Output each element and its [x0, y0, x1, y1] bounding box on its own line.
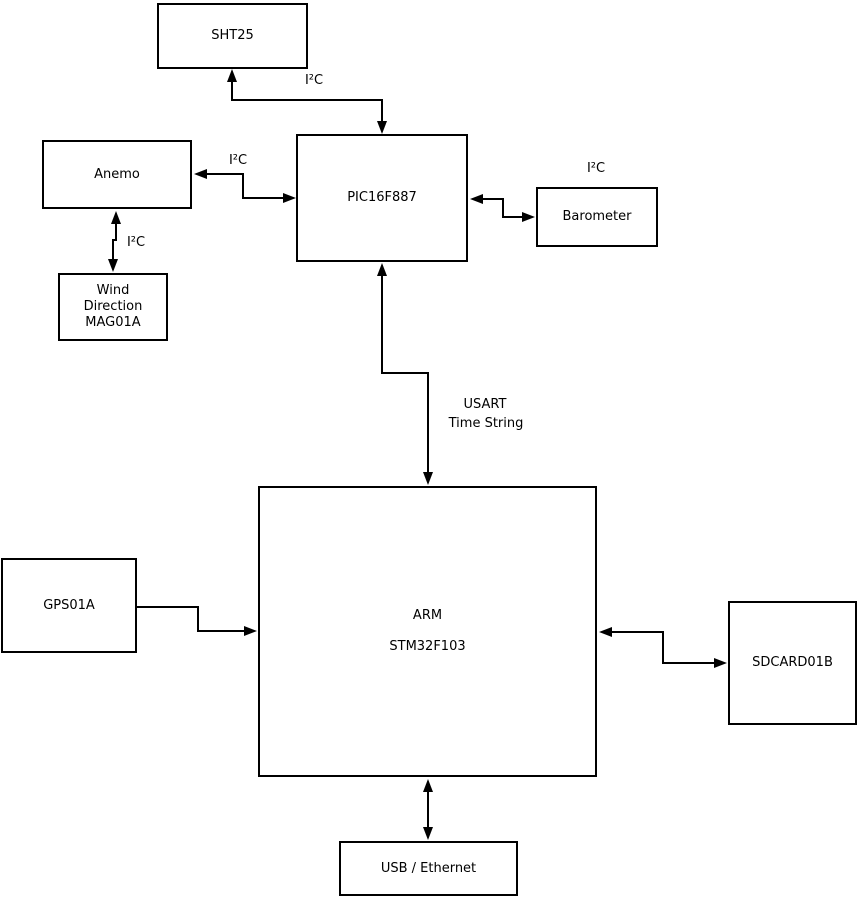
node-wind-direction [58, 273, 168, 341]
edge-anemo-wind-direction [108, 211, 121, 272]
node-usb-ethernet-label: USB / Ethernet [380, 860, 477, 876]
edge-anemo-pic16f887 [194, 169, 296, 203]
edge-arm-usb-ethernet [423, 779, 433, 840]
node-pic16f887-label: PIC16F887 [347, 190, 417, 205]
edge-line [610, 632, 716, 663]
arrowhead-up [111, 211, 121, 224]
node-barometer [536, 187, 658, 247]
arrowhead-up [227, 69, 237, 82]
edge-pic16f887-barometer [470, 194, 535, 222]
arrowhead-left [194, 169, 207, 179]
arrowhead-up [377, 263, 387, 276]
arrowhead-left [470, 194, 483, 204]
arrowhead-down [423, 472, 433, 485]
edge-line [113, 222, 116, 261]
node-sht25-label: SHT25 [211, 28, 254, 43]
node-usb-ethernet [339, 841, 518, 896]
node-barometer-label: Barometer [562, 209, 632, 224]
arrowhead-down [423, 827, 433, 840]
edge-gps01a-arm [137, 607, 257, 636]
arrowhead-right [283, 193, 296, 203]
edge-label-time-string: Time String [448, 416, 524, 431]
arrowhead-right [244, 626, 257, 636]
edge-line [481, 199, 524, 217]
edge-arm-sdcard01b [599, 627, 727, 668]
node-arm-stm32f103 [258, 486, 597, 777]
node-wind-direction-label-line1: Wind [96, 283, 130, 298]
node-sdcard01b-label: SDCARD01B [752, 655, 833, 670]
node-wind-direction-label-line3: MAG01A [85, 315, 141, 330]
node-anemo [42, 140, 192, 209]
node-arm-label-line1: ARM [412, 608, 443, 623]
node-sdcard01b [728, 601, 857, 725]
arrowhead-down [377, 121, 387, 134]
arrowhead-left [599, 627, 612, 637]
node-anemo-label: Anemo [94, 166, 140, 182]
edge-label-i2c-anemo: I²C [228, 153, 248, 168]
arrowhead-right [522, 212, 535, 222]
arrowhead-down [108, 259, 118, 272]
edge-label-i2c-barometer: I²C [586, 161, 606, 176]
node-gps01a [1, 558, 137, 653]
edge-line [382, 274, 428, 474]
node-wind-direction-label-line2: Direction [83, 299, 143, 314]
edge-pic16f887-arm [377, 263, 433, 485]
node-arm-label-line2: STM32F103 [389, 639, 466, 654]
edge-line [205, 174, 285, 198]
edge-line [137, 607, 246, 631]
edge-label-i2c-sht25: I²C [304, 73, 324, 88]
node-pic16f887 [296, 134, 468, 262]
arrowhead-right [714, 658, 727, 668]
edge-label-usart: USART [463, 397, 507, 412]
node-sht25 [157, 3, 308, 69]
node-gps01a-label: GPS01A [43, 597, 95, 613]
arrowhead-up [423, 779, 433, 792]
edge-label-i2c-wind-direction: I²C [126, 235, 146, 250]
